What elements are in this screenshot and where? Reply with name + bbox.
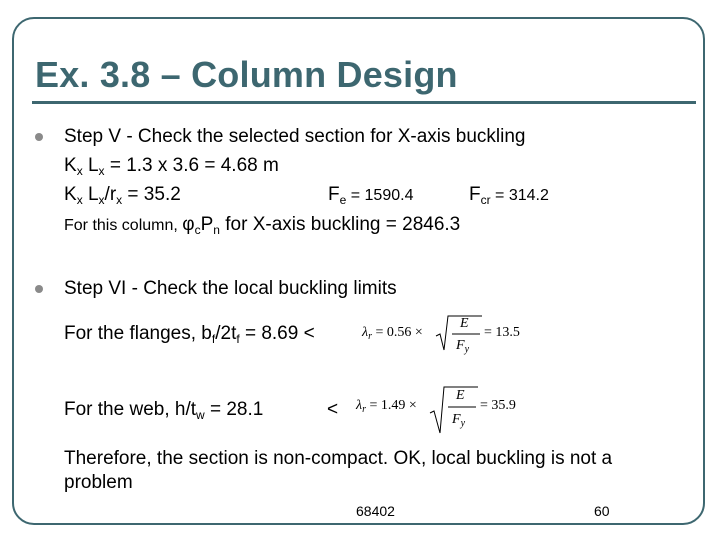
page-number: 60 [594,503,610,519]
title-underline [32,101,696,104]
flange-limit-equation: $\lambda_r = 0.56$ × E $F_y$ = 13.5 [362,310,512,358]
fe-value: $F_e = 1590.4$ [328,184,414,207]
step-vi-heading: Step VI - Check the local buckling limits [64,278,397,299]
conclusion-line-2: problem [64,472,133,493]
footer-code: 68402 [356,503,395,519]
effective-length-line: $K_x$ $L_x = 1.3$ x 3.6 = 4.68 m [64,155,279,178]
conclusion-line-1: Therefore, the section is non-compact. OK, local buckling is not a [64,448,613,469]
slide-title: Ex. 3.8 – Column Design [35,54,458,95]
web-line: For the web, $h/t_w = 28.1$ [64,399,264,422]
step-v-heading: Step V - Check the selected section for X-axis buckling [64,126,526,147]
capacity-line: For this column, $\varphi_cP_n$ for X-axis buckling = 2846.3 [64,214,461,237]
bullet-dot-1 [35,133,43,141]
fcr-value: $F_{cr} = 314.2$ [469,184,549,207]
web-limit-equation: $\lambda_r = 1.49$ × E $F_y$ = 35.9 [356,383,526,437]
less-than-symbol: < [327,399,339,420]
bullet-dot-2 [35,285,43,293]
slenderness-line: $K_x$ $L_x/r_x = 35.2$ [64,184,181,207]
flanges-line: For the flanges, $b_f/2t_f = 8.69$ < [64,323,315,346]
